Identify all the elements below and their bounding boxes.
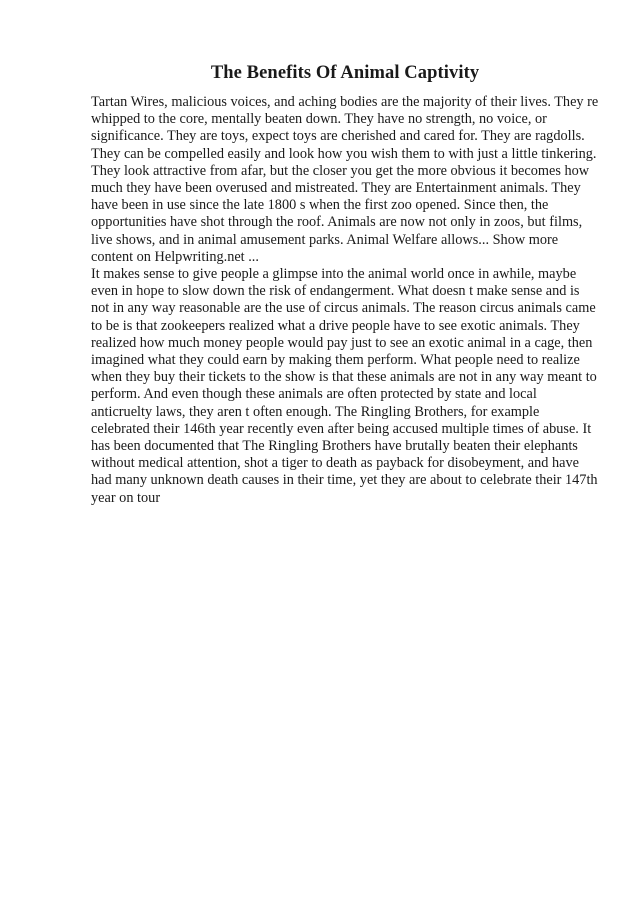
paragraph-intro: Tartan Wires, malicious voices, and aching bodies are the majority of their lives. They re whipped to the core, mentally beaten down. They have no strength, no voice, or significance. They are toys, expect toys are cherished and cared for. They are ragdolls. They can be compelled easily and look how you wish them to with just a little tinkering. They look attractive from afar, but the closer you get the more obvious it becomes how much they have been overused and mistreated. They are Entertainment animals. They have been in use since the late 1800 s when the first zoo opened. Since then, the opportunities have shot through the roof. Animals are now not only in zoos, but films, live shows, and in animal amusement parks. Animal Welfare allows... Show more content on Helpwriting.net ...: [91, 94, 599, 265]
document-title: The Benefits Of Animal Captivity: [210, 63, 480, 83]
paragraph-circus: It makes sense to give people a glimpse into the animal world once in awhile, maybe even in hope to slow down the risk of endangerment. What doesn t make sense and is not in any way reasonable are the use of circus animals. The reason circus animals came to be is that zookeepers realized what a drive people have to see exotic animals. They realized how much money people would pay just to see an exotic animal in a cage, then imagined what they could earn by making them perform. What people need to realize when they buy their tickets to the show is that these animals are not in any way meant to perform. And even though these animals are often protected by state and local anticruelty laws, they aren t often enough. The Ringling Brothers, for example celebrated their 146th year recently even after being accused multiple times of abuse. It has been documented that The Ringling Brothers have brutally beaten their elephants without medical attention, shot a tiger to death as payback for disobeyment, and have had many unknown death causes in their time, yet they are about to celebrate their 147th year on tour: [91, 266, 598, 506]
